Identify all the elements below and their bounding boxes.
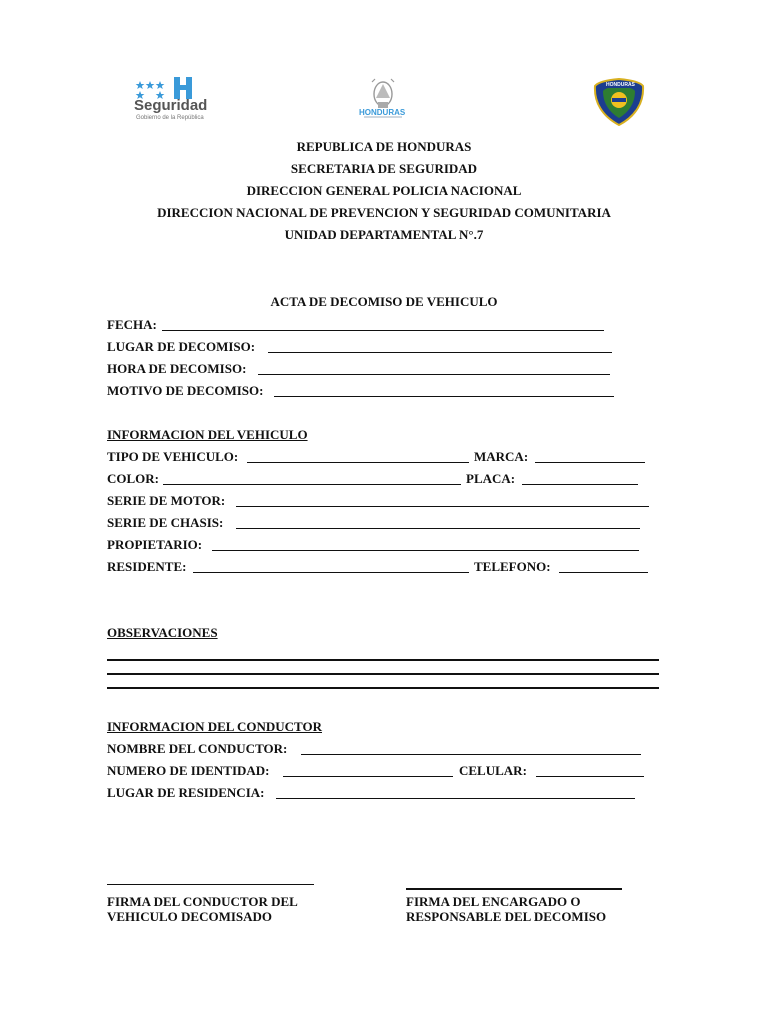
propietario-field-line	[212, 550, 639, 551]
serie-motor-label: SERIE DE MOTOR:	[107, 493, 226, 508]
policia-logo-title: HONDURAS	[606, 82, 635, 88]
encargado-signature-label-1: FIRMA DEL ENCARGADO O	[406, 894, 581, 909]
observations-line-2	[107, 673, 659, 675]
header-country: REPUBLICA DE HONDURAS	[296, 139, 472, 154]
lugar-residencia-field-line	[276, 798, 635, 799]
conductor-signature-line	[107, 884, 314, 885]
policia-badge-logo	[592, 78, 646, 126]
honduras-logo-title: HONDURAS	[359, 108, 406, 117]
lugar-decomiso-field-line	[268, 352, 612, 353]
header-unidad: UNIDAD DEPARTAMENTAL N°.7	[284, 227, 484, 242]
marca-label: MARCA:	[474, 449, 529, 464]
serie-chasis-label: SERIE DE CHASIS:	[107, 515, 224, 530]
encargado-signature-line	[406, 888, 622, 890]
conductor-signature-label-1: FIRMA DEL CONDUCTOR DEL	[107, 894, 298, 909]
lugar-decomiso-label: LUGAR DE DECOMISO:	[107, 339, 256, 354]
motivo-decomiso-label: MOTIVO DE DECOMISO:	[107, 383, 264, 398]
vehicle-section-heading: INFORMACION DEL VEHICULO	[107, 427, 308, 442]
nombre-conductor-label: NOMBRE DEL CONDUCTOR:	[107, 741, 288, 756]
document-title: ACTA DE DECOMISO DE VEHICULO	[270, 294, 498, 309]
honduras-emblem-logo	[358, 78, 408, 128]
fecha-field-line	[162, 330, 604, 331]
residente-field-line	[193, 572, 469, 573]
seguridad-logo-subtitle: Gobierno de la República	[136, 115, 204, 121]
tipo-vehiculo-label: TIPO DE VEHICULO:	[107, 449, 239, 464]
coat-of-arms-icon	[358, 78, 408, 128]
seguridad-logo	[134, 74, 234, 126]
numero-identidad-field-line	[283, 776, 453, 777]
driver-section-heading: INFORMACION DEL CONDUCTOR	[107, 719, 322, 734]
telefono-field-line	[559, 572, 648, 573]
motivo-decomiso-field-line	[274, 396, 614, 397]
tipo-vehiculo-field-line	[247, 462, 469, 463]
nombre-conductor-field-line	[301, 754, 641, 755]
propietario-label: PROPIETARIO:	[107, 537, 203, 552]
celular-label: CELULAR:	[459, 763, 527, 778]
hora-decomiso-field-line	[258, 374, 610, 375]
celular-field-line	[536, 776, 644, 777]
encargado-signature-label-2: RESPONSABLE DEL DECOMISO	[406, 909, 607, 924]
lugar-residencia-label: LUGAR DE RESIDENCIA:	[107, 785, 265, 800]
observations-line-1	[107, 659, 659, 661]
serie-motor-field-line	[236, 506, 649, 507]
header-secretaria: SECRETARIA DE SEGURIDAD	[290, 161, 478, 176]
header-direccion-general: DIRECCION GENERAL POLICIA NACIONAL	[246, 183, 522, 198]
observations-heading: OBSERVACIONES	[107, 625, 218, 640]
color-field-line	[163, 484, 461, 485]
numero-identidad-label: NUMERO DE IDENTIDAD:	[107, 763, 270, 778]
observations-line-3	[107, 687, 659, 689]
fecha-label: FECHA:	[107, 317, 157, 332]
placa-field-line	[522, 484, 638, 485]
conductor-signature-label-2: VEHICULO DECOMISADO	[107, 909, 273, 924]
placa-label: PLACA:	[466, 471, 516, 486]
color-label: COLOR:	[107, 471, 159, 486]
hora-decomiso-label: HORA DE DECOMISO:	[107, 361, 247, 376]
residente-label: RESIDENTE:	[107, 559, 187, 574]
telefono-label: TELEFONO:	[474, 559, 551, 574]
header-direccion-nacional: DIRECCION NACIONAL DE PREVENCION Y SEGURIDAD COMUNITARIA	[157, 205, 611, 220]
serie-chasis-field-line	[236, 528, 640, 529]
marca-field-line	[535, 462, 645, 463]
seguridad-logo-title: Seguridad	[134, 97, 208, 114]
